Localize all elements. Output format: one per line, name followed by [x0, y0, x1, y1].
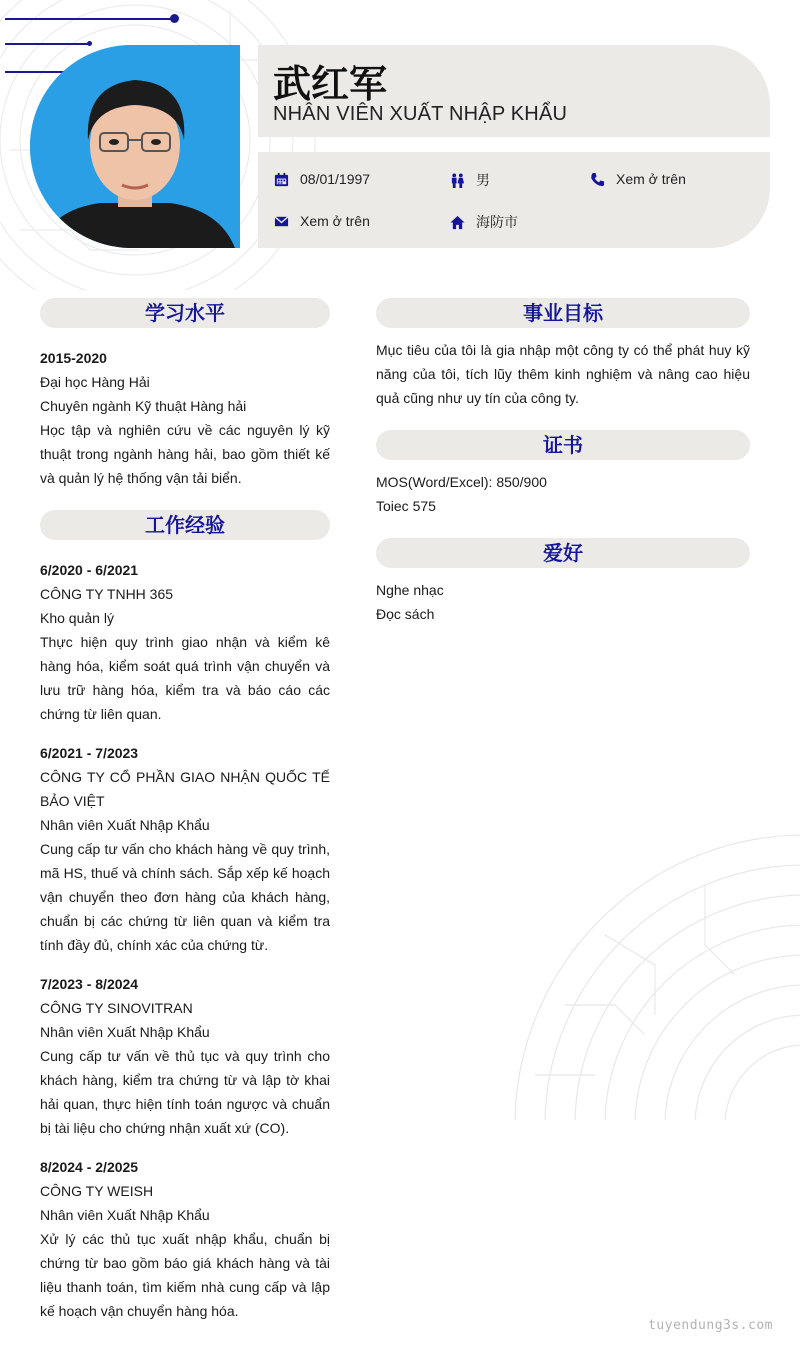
experience-description: Cung cấp tư vấn cho khách hàng về quy trình, mã HS, thuế và chính sách. Sắp xếp kế hoạch vận chuyển theo đơn hàng của khách hàng, chuẩn bị các chứng từ liên quan và kiểm tra tính đầy đủ, chính xác của chứng từ. — [40, 841, 330, 953]
education-major: Chuyên ngành Kỹ thuật Hàng hải — [40, 398, 247, 414]
gender-icon — [448, 171, 466, 189]
education-section — [40, 346, 330, 505]
contact-email — [272, 212, 370, 230]
job-title: NHÂN VIÊN XUẤT NHẬP KHẨU — [273, 103, 568, 125]
certificate-item: Toiec 575 — [376, 498, 436, 514]
phone-value: Xem ở trên — [616, 171, 686, 187]
objective-section — [376, 338, 750, 410]
education-heading: 学习水平 — [40, 298, 330, 328]
experience-section — [40, 558, 330, 1338]
education-school: Đại học Hàng Hải — [40, 374, 150, 390]
contact-address — [448, 212, 518, 232]
certificates-heading: 证书 — [376, 430, 750, 460]
experience-entry — [40, 558, 330, 726]
phone-icon — [588, 170, 606, 188]
experience-entry — [40, 972, 330, 1140]
dob-value: 08/01/1997 — [300, 171, 371, 187]
experience-description: Thực hiện quy trình giao nhận và kiểm kê hàng hóa, kiểm soát quá trình vận chuyển và lưu trữ hàng hóa, kiểm tra và báo cáo các chứng từ liên quan. — [40, 634, 330, 722]
education-period: 2015-2020 — [40, 350, 107, 366]
calendar-icon — [272, 170, 290, 188]
education-entry — [40, 346, 330, 490]
objective-heading: 事业目标 — [376, 298, 750, 328]
contact-panel — [258, 152, 770, 248]
hobby-item: Nghe nhạc — [376, 582, 444, 598]
certificate-item: MOS(Word/Excel): 850/900 — [376, 474, 547, 490]
experience-entry — [40, 1155, 330, 1323]
contact-gender — [448, 170, 490, 190]
envelope-icon — [272, 212, 290, 230]
experience-period: 6/2021 - 7/2023 — [40, 745, 139, 761]
education-description: Học tập và nghiên cứu về các nguyên lý kỹ thuật trong ngành hàng hải, bao gồm thiết kế và quản lý hệ thống vận tải biển. — [40, 422, 330, 486]
experience-position: Kho quản lý — [40, 610, 114, 626]
hobbies-section — [376, 578, 750, 626]
experience-company: CÔNG TY CỔ PHẦN GIAO NHẬN QUỐC TẾ BẢO VIỆT — [40, 769, 330, 809]
name-panel — [258, 45, 770, 137]
hobbies-heading: 爱好 — [376, 538, 750, 568]
experience-period: 6/2020 - 6/2021 — [40, 562, 139, 578]
experience-position: Nhân viên Xuất Nhập Khẩu — [40, 817, 210, 833]
gender-value: 男 — [476, 172, 490, 188]
decorative-circles-bottom — [505, 825, 800, 1120]
experience-company: CÔNG TY TNHH 365 — [40, 586, 174, 602]
hobby-item: Đọc sách — [376, 606, 435, 622]
avatar — [30, 45, 240, 248]
experience-position: Nhân viên Xuất Nhập Khẩu — [40, 1024, 210, 1040]
watermark: tuyendung3s.com — [648, 1318, 773, 1333]
experience-period: 8/2024 - 2/2025 — [40, 1159, 139, 1175]
email-value: Xem ở trên — [300, 213, 370, 229]
experience-company: CÔNG TY WEISH — [40, 1183, 154, 1199]
certificates-section — [376, 470, 750, 518]
contact-dob — [272, 170, 370, 188]
experience-description: Xử lý các thủ tục xuất nhập khẩu, chuẩn bị chứng từ bao gồm báo giá khách hàng và tài liệu thanh toán, tìm kiếm nhà cung cấp và lập kế hoạch vận chuyển hàng hóa. — [40, 1231, 330, 1319]
profile-photo — [30, 45, 240, 248]
experience-description: Cung cấp tư vấn về thủ tục và quy trình cho khách hàng, kiểm tra chứng từ và lập tờ khai hải quan, thực hiện tính toán ngược và chuẩn bị tài liệu cho chứng nhận xuất xứ (CO). — [40, 1048, 330, 1136]
experience-heading: 工作经验 — [40, 510, 330, 540]
objective-text: Mục tiêu của tôi là gia nhập một công ty có thể phát huy kỹ năng của tôi, tích lũy thêm kinh nghiệm và nâng cao hiệu quả cũng như uy tín của công ty. — [376, 342, 750, 406]
experience-company: CÔNG TY SINOVITRAN — [40, 1000, 193, 1016]
experience-period: 7/2023 - 8/2024 — [40, 976, 139, 992]
home-icon — [448, 213, 466, 231]
contact-phone — [588, 170, 686, 188]
experience-position: Nhân viên Xuất Nhập Khẩu — [40, 1207, 210, 1223]
address-value: 海防市 — [476, 214, 518, 230]
candidate-name: 武红军 — [273, 62, 388, 106]
experience-entry — [40, 741, 330, 957]
